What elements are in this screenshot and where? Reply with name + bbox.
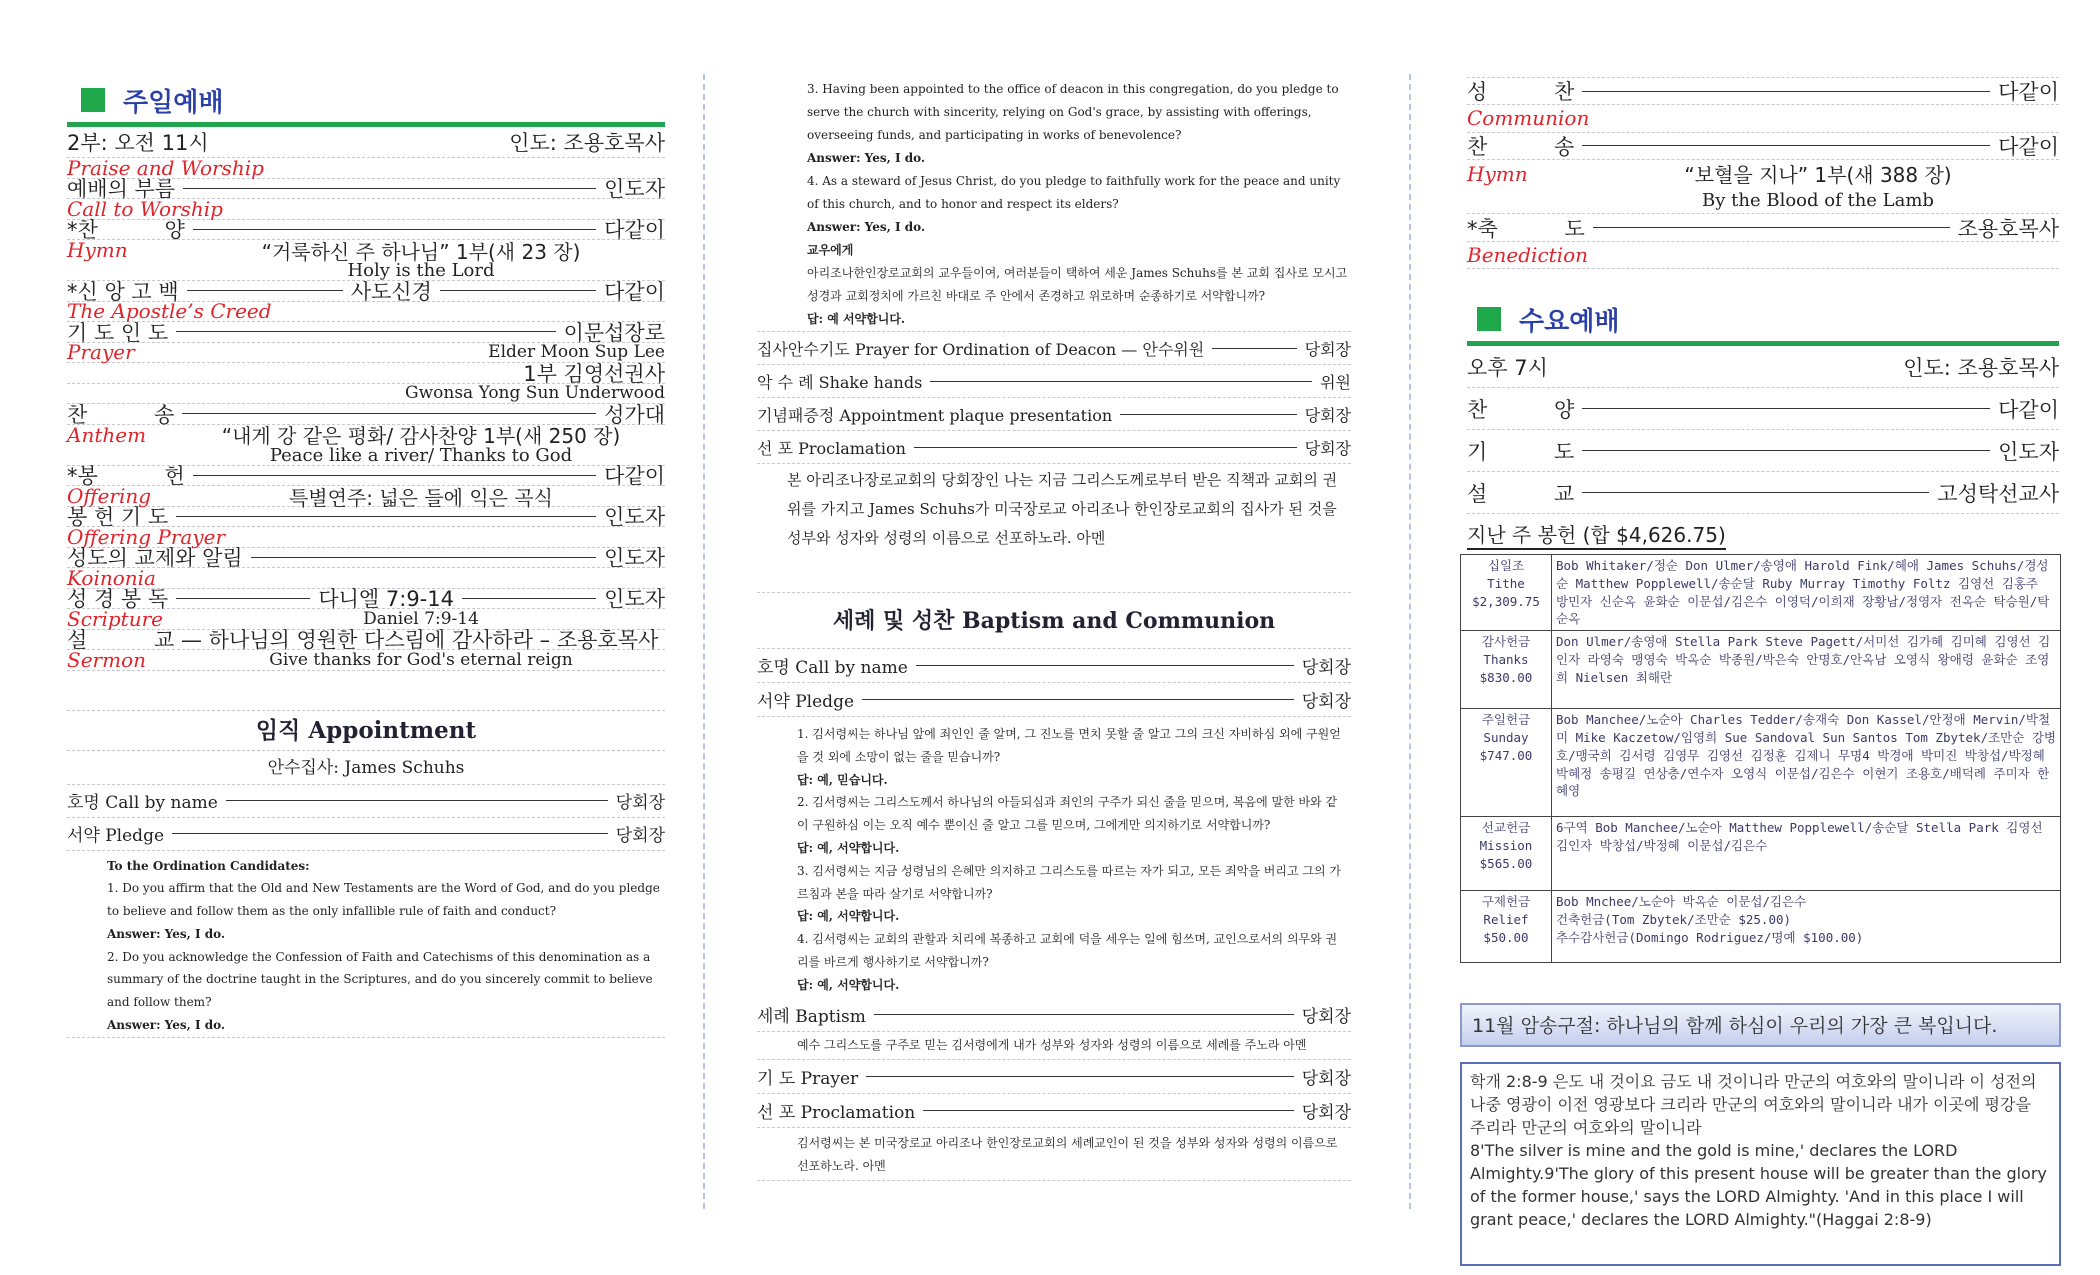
order-row xyxy=(1467,214,2059,241)
green-square-icon xyxy=(81,88,105,112)
offering-table-wrap xyxy=(1460,554,2061,963)
order-row xyxy=(67,650,665,671)
order-item-en: Praise and Worship xyxy=(67,155,264,180)
order-item-detail: “거룩하신 주 하나님” 1부(새 23 장) xyxy=(261,239,581,264)
order-item-en: Scripture xyxy=(67,607,163,632)
order-item-right: 다같이 xyxy=(604,279,665,304)
service-time: 2부: 오전 11시 xyxy=(67,131,209,155)
order-item-right: 다같이 xyxy=(1998,134,2059,159)
order-item-ko: *찬 양 xyxy=(67,218,185,243)
call-by-name-row: 호명 Call by name 당회장 xyxy=(67,785,665,818)
order-row xyxy=(67,630,665,651)
order-item-en: Anthem xyxy=(67,422,147,447)
offering-row xyxy=(1461,631,2061,709)
order-item-detail-en: By the Blood of the Lamb xyxy=(1702,190,1934,212)
baptism-questions: 1. 김서령씨는 하나님 앞에 죄인인 줄 알며, 그 진노를 면치 못할 줄 알고 그의 크신 자비하심 외에 구원얻을 것 외에 소망이 없는 줄을 믿습니까? 답: 예, 믿습니다. 2. 김서령씨는 그리스도께서 하나님의 아들되심과 죄인의 구주가 되신 줄을 믿으며, 복음에 말한 바와 같이 구원하심 이는 오직 예수 뿐이신 줄 알고 그를 믿으며, 그에게만 의지하기로 서약합니까? 답: 예, 서약합니다. 3. 김서령씨는 지금 성령님의 은혜만 의지하고 그리스도를 따르는 자가 되고, 모든 죄악을 버리고 그의 가르침과 본을 따라 살기로 서약합니까? 답: 예, 서약합니다. 4. 김서령씨는 교회의 관할과 치리에 복종하고 교회에 덕을 세우는 일에 힘쓰며, 교인으로서의 의무와 권리를 바르게 행사하기로 서약합니까? 답: 예, 서약합니다. xyxy=(797,727,1341,992)
offering-category: 선교헌금 Mission $565.00 xyxy=(1461,817,1552,891)
order-row xyxy=(1467,388,2059,430)
appointment-subtitle: 안수집사: James Schuhs xyxy=(67,751,665,785)
order-item-ko: 봉 헌 기 도 xyxy=(67,505,169,530)
order-item-detail: “보혈을 지나” 1부(새 388 장) xyxy=(1684,163,1952,188)
order-item-en: Benediction xyxy=(1467,242,1589,267)
offering-row xyxy=(1461,817,2061,891)
memory-verse-banner: 11월 암송구절: 하나님의 함께 하심이 우리의 가장 큰 복입니다. xyxy=(1460,1003,2061,1047)
offering-names: Bob Manchee/노순아 Charles Tedder/송재숙 Don Kassel/안정애 Mervin/박철미 Mike Kaczetow/임영희 Sue Sandoval Sun Santos Tom Zbytek/조만순 강병호/맹국희 김서령 김영무 김영선 김정훈 김제니 무명4 박경애 박미진 박창섭/박정혜 박혜정 송평길 연상층/연수자 오영식 이문섭/김은수 이현기 조용호/배덕례 주미자 한혜영 xyxy=(1552,709,2061,817)
memory-verse-box xyxy=(1460,1062,2061,1266)
ordination-row: 집사안수기도 Prayer for Ordination of Deacon — 안수위원 당회장 xyxy=(757,332,1351,365)
order-item-right: 이문섭장로 xyxy=(563,320,665,345)
order-item-detail-en: Peace like a river/ Thanks to God xyxy=(269,444,573,466)
order-item-right: 인도자 xyxy=(604,505,665,530)
order-item-en: Prayer xyxy=(67,340,135,365)
baptism-pledge-row: 서약 Pledge 당회장 xyxy=(757,683,1351,717)
order-row xyxy=(1467,160,2059,215)
communion-order xyxy=(1467,77,2059,269)
order-item-ko: 설 교 — 하나님의 영원한 다스림에 감사하라 – 조용호목사 xyxy=(67,628,659,653)
ordination-proclamation: 본 아리조나장로교회의 당회장인 나는 지금 그리스도께로부터 받은 직책과 교회의 권위를 가지고 James Schuhs가 미국장로교 아리조나 한인장로교회의 집사가 된 것을 성부와 성자와 성령의 이름으로 선포하노라. 아멘 xyxy=(787,471,1338,547)
offering-names: Bob Whitaker/정순 Don Ulmer/송영애 Harold Fink/혜애 James Schuhs/경성순 Matthew Popplewell/송순달 Ruby Murray Timothy Foltz 김영선 김홍주 방민자 신순옥 윤화순 이문섭/김은수 이영덕/이희재 장황남/정영자 전옥순 탁승원/탁순옥 xyxy=(1552,555,2061,631)
baptism-title: 세례 및 성찬 Baptism and Communion xyxy=(757,593,1351,649)
order-row xyxy=(1467,78,2059,105)
offering-category: 구제헌금 Relief $50.00 xyxy=(1461,891,1552,963)
offering-names: Bob Mnchee/노순아 박옥순 이문섭/김은수 건축헌금(Tom Zbytek/조만순 $25.00) 추수감사헌금(Domingo Rodriguez/명예 $100.00) xyxy=(1552,891,2061,963)
order-item-detail: 특별연주: 넓은 들에 익은 곡식 xyxy=(288,485,553,510)
baptism-row: 세례 Baptism 당회장 xyxy=(757,999,1351,1032)
offering-category: 십일조 Tithe $2,309.75 xyxy=(1461,555,1552,631)
order-item-right: 1부 김영선권사 xyxy=(523,361,665,386)
order-item-right: 인도자 xyxy=(604,587,666,612)
order-item-en: Offering xyxy=(67,484,152,509)
order-row xyxy=(1467,133,2059,160)
ordination-row: 선 포 Proclamation 당회장 xyxy=(757,431,1351,464)
order-item-right: 성가대 xyxy=(604,402,665,427)
candidate-questions: To the Ordination Candidates: 1. Do you affirm that the Old and New Testaments are the Word of God, and do you pledge to believe and follow them as the only infallible rule of faith and conduct? Answer: Yes, I do. 2. Do you acknowledge the Confession of Faith and Catechisms of this denomination as a summary of the doctrine taught in the Scriptures, and do you sincerely commit to believe and follow them? Answer: Yes, I do. xyxy=(107,858,660,1033)
order-item-ko: *봉 헌 xyxy=(67,464,185,489)
order-item-right: 고성탁선교사 xyxy=(1937,481,2059,506)
order-row xyxy=(67,322,665,343)
middle-column xyxy=(757,0,1351,1181)
order-row xyxy=(67,548,665,569)
column-separator xyxy=(703,74,705,1209)
middle-bottom-border xyxy=(757,1180,1351,1181)
offering-names: Don Ulmer/송영애 Stella Park Steve Pagett/서미선 김가혜 김미혜 김영선 김인자 라영숙 맹영숙 박옥순 박종원/박은숙 안명호/안옥남 오영식 왕애령 윤화순 조영희 Nielsen 최해란 xyxy=(1552,631,2061,709)
order-row xyxy=(1467,105,2059,132)
offering-names: 6구역 Bob Manchee/노순아 Matthew Popplewell/송순달 Stella Park 김영선 김인자 박창섭/박정혜 이문섭/김은수 xyxy=(1552,817,2061,891)
order-row xyxy=(1467,242,2059,269)
order-row xyxy=(1467,430,2059,472)
order-item-ko: 기 도 xyxy=(1467,439,1575,464)
order-item-detail: Give thanks for God's eternal reign xyxy=(269,650,573,671)
service-leader: 인도: 조용호목사 xyxy=(509,131,665,155)
order-item-ko: 찬 송 xyxy=(1467,134,1575,159)
order-item-ko: *신 앙 고 백 xyxy=(67,279,179,304)
offering-title: 지난 주 봉헌 (합 $4,626.75) xyxy=(1467,522,1726,550)
offering-category: 주일헌금 Sunday $747.00 xyxy=(1461,709,1552,817)
order-item-ko: 설 교 xyxy=(1467,481,1575,506)
verse-korean: 학개 2:8-9 은도 내 것이요 금도 내 것이니라 만군의 여호와의 말이니라 이 성전의 나중 영광이 이전 영광보다 크리라 만군의 여호와의 말이니라 내가 이곳에 평강을 주리라 만군의 여호와의 말이니라 xyxy=(1470,1072,2037,1138)
wed-leader: 인도: 조용호목사 xyxy=(1903,355,2059,380)
order-item-ko: 성 경 봉 독 xyxy=(67,587,169,612)
order-item-ko: 찬 양 xyxy=(1467,397,1575,422)
order-item-right: 인도자 xyxy=(604,546,665,571)
order-item-en: Communion xyxy=(1467,106,1590,131)
order-row xyxy=(67,363,665,384)
spacer-row xyxy=(757,557,1351,593)
order-row xyxy=(67,589,665,610)
order-item-right: 인도자 xyxy=(604,177,665,202)
final-proclamation-row: 선 포 Proclamation 당회장 xyxy=(757,1094,1351,1128)
order-item-en: Hymn xyxy=(1467,161,1528,186)
ordination-rows xyxy=(757,332,1351,464)
baptism-text: 예수 그리스도를 구주로 믿는 김서령에게 내가 성부와 성자와 성령의 이름으로 세례를 주노라 아멘 xyxy=(797,1037,1307,1052)
spacer-row xyxy=(67,671,665,711)
ordination-row: 악 수 례 Shake hands 위원 xyxy=(757,365,1351,398)
order-item-en: Hymn xyxy=(67,238,128,263)
order-item-right: 인도자 xyxy=(1998,439,2059,464)
prayer-row: 기 도 Prayer 당회장 xyxy=(757,1060,1351,1094)
order-item-right: 다같이 xyxy=(604,464,665,489)
order-item-detail: 사도신경 xyxy=(350,279,432,304)
order-item-ko: 기 도 인 도 xyxy=(67,320,169,345)
order-item-right: Elder Moon Sup Lee xyxy=(488,342,665,363)
order-item-ko: 성도의 교제와 알림 xyxy=(67,546,243,571)
order-item-ko: 성 찬 xyxy=(1467,80,1575,105)
order-item-right: Gwonsa Yong Sun Underwood xyxy=(405,383,665,404)
order-item-detail: 다니엘 7:9-14 xyxy=(318,587,454,612)
order-of-worship xyxy=(67,155,666,673)
section-title-sunday: 주일예배 xyxy=(81,80,665,120)
wed-header xyxy=(1467,346,2059,388)
order-item-ko: *축 도 xyxy=(1467,216,1585,241)
left-column xyxy=(67,0,665,1038)
offering-table xyxy=(1460,554,2061,963)
order-item-detail: “내게 강 같은 평화/ 감사찬양 1부(새 250 장) xyxy=(221,424,621,449)
right-column xyxy=(1467,0,2059,1266)
offering-row xyxy=(1461,555,2061,631)
order-item-en: Koinonia xyxy=(67,565,156,590)
order-item-en: Call to Worship xyxy=(67,196,223,221)
green-square-icon xyxy=(1477,307,1501,331)
ordination-row: 기념패증정 Appointment plaque presentation 당회장 xyxy=(757,398,1351,431)
order-item-right: 다같이 xyxy=(604,218,665,243)
pledge-row: 서약 Pledge 당회장 xyxy=(67,818,665,851)
final-proclamation-text: 김서령씨는 본 미국장로교 아리조나 한인장로교회의 세례교인이 된 것을 성부와 성자와 성령의 이름으로 선포하노라. 아멘 xyxy=(797,1135,1338,1173)
baptism-call-by-name-row: 호명 Call by name 당회장 xyxy=(757,649,1351,683)
order-item-en: Sermon xyxy=(67,648,146,673)
left-bottom-border xyxy=(67,1037,665,1038)
order-item-ko: 예배의 부름 xyxy=(67,177,176,202)
verse-english: 8'The silver is mine and the gold is mine,' declares the LORD Almighty.9'The glory of this present house will be greater than the glory of the former house,' says the LORD Almighty. 'And in this place I will grant peace,' declares the LORD Almighty."(Haggai 2:8-9) xyxy=(1470,1141,2047,1230)
offering-category: 감사헌금 Thanks $830.00 xyxy=(1461,631,1552,709)
order-item-ko: 찬 송 xyxy=(67,402,175,427)
order-item-detail-en: Holy is the Lord xyxy=(347,260,495,282)
order-row xyxy=(1467,472,2059,514)
deacon-questions: 3. Having been appointed to the office of deacon in this congregation, do you pledge to serve the church with sincerity, relying on God's grace, by assisting with offerings, overseeing funds, and participating in works of benevolence? Answer: Yes, I do. 4. As a steward of Jesus Christ, do you pledge to faithfully work for the peace and unity of this church, and to honor and respect its elders? Answer: Yes, I do. 교우에게 아리조나한인장로교회의 교우들이여, 여러분들이 택하여 세운 James Schuhs를 본 교회 집사로 모시고 성경과 교회정치에 가르친 바대로 주 안에서 존경하고 위로하며 순종하기로 서약합니까? 답: 예 서약합니다. xyxy=(807,82,1348,326)
service-header xyxy=(67,127,665,158)
offering-row xyxy=(1461,891,2061,963)
order-item-en: The Apostle’s Creed xyxy=(67,299,272,324)
order-item-en: Offering Prayer xyxy=(67,524,226,549)
appointment-title: 임직 Appointment xyxy=(67,711,665,751)
order-item-detail: Daniel 7:9-14 xyxy=(363,609,479,630)
order-item-right: 조용호목사 xyxy=(1957,216,2059,241)
column-separator xyxy=(1409,74,1411,1209)
offering-row xyxy=(1461,709,2061,817)
order-item-right: 다같이 xyxy=(1998,80,2059,105)
section-title-wednesday: 수요예배 xyxy=(1477,299,2059,339)
wednesday-order xyxy=(1467,388,2059,514)
order-item-right: 다같이 xyxy=(1998,397,2059,422)
wed-time: 오후 7시 xyxy=(1467,355,1548,380)
